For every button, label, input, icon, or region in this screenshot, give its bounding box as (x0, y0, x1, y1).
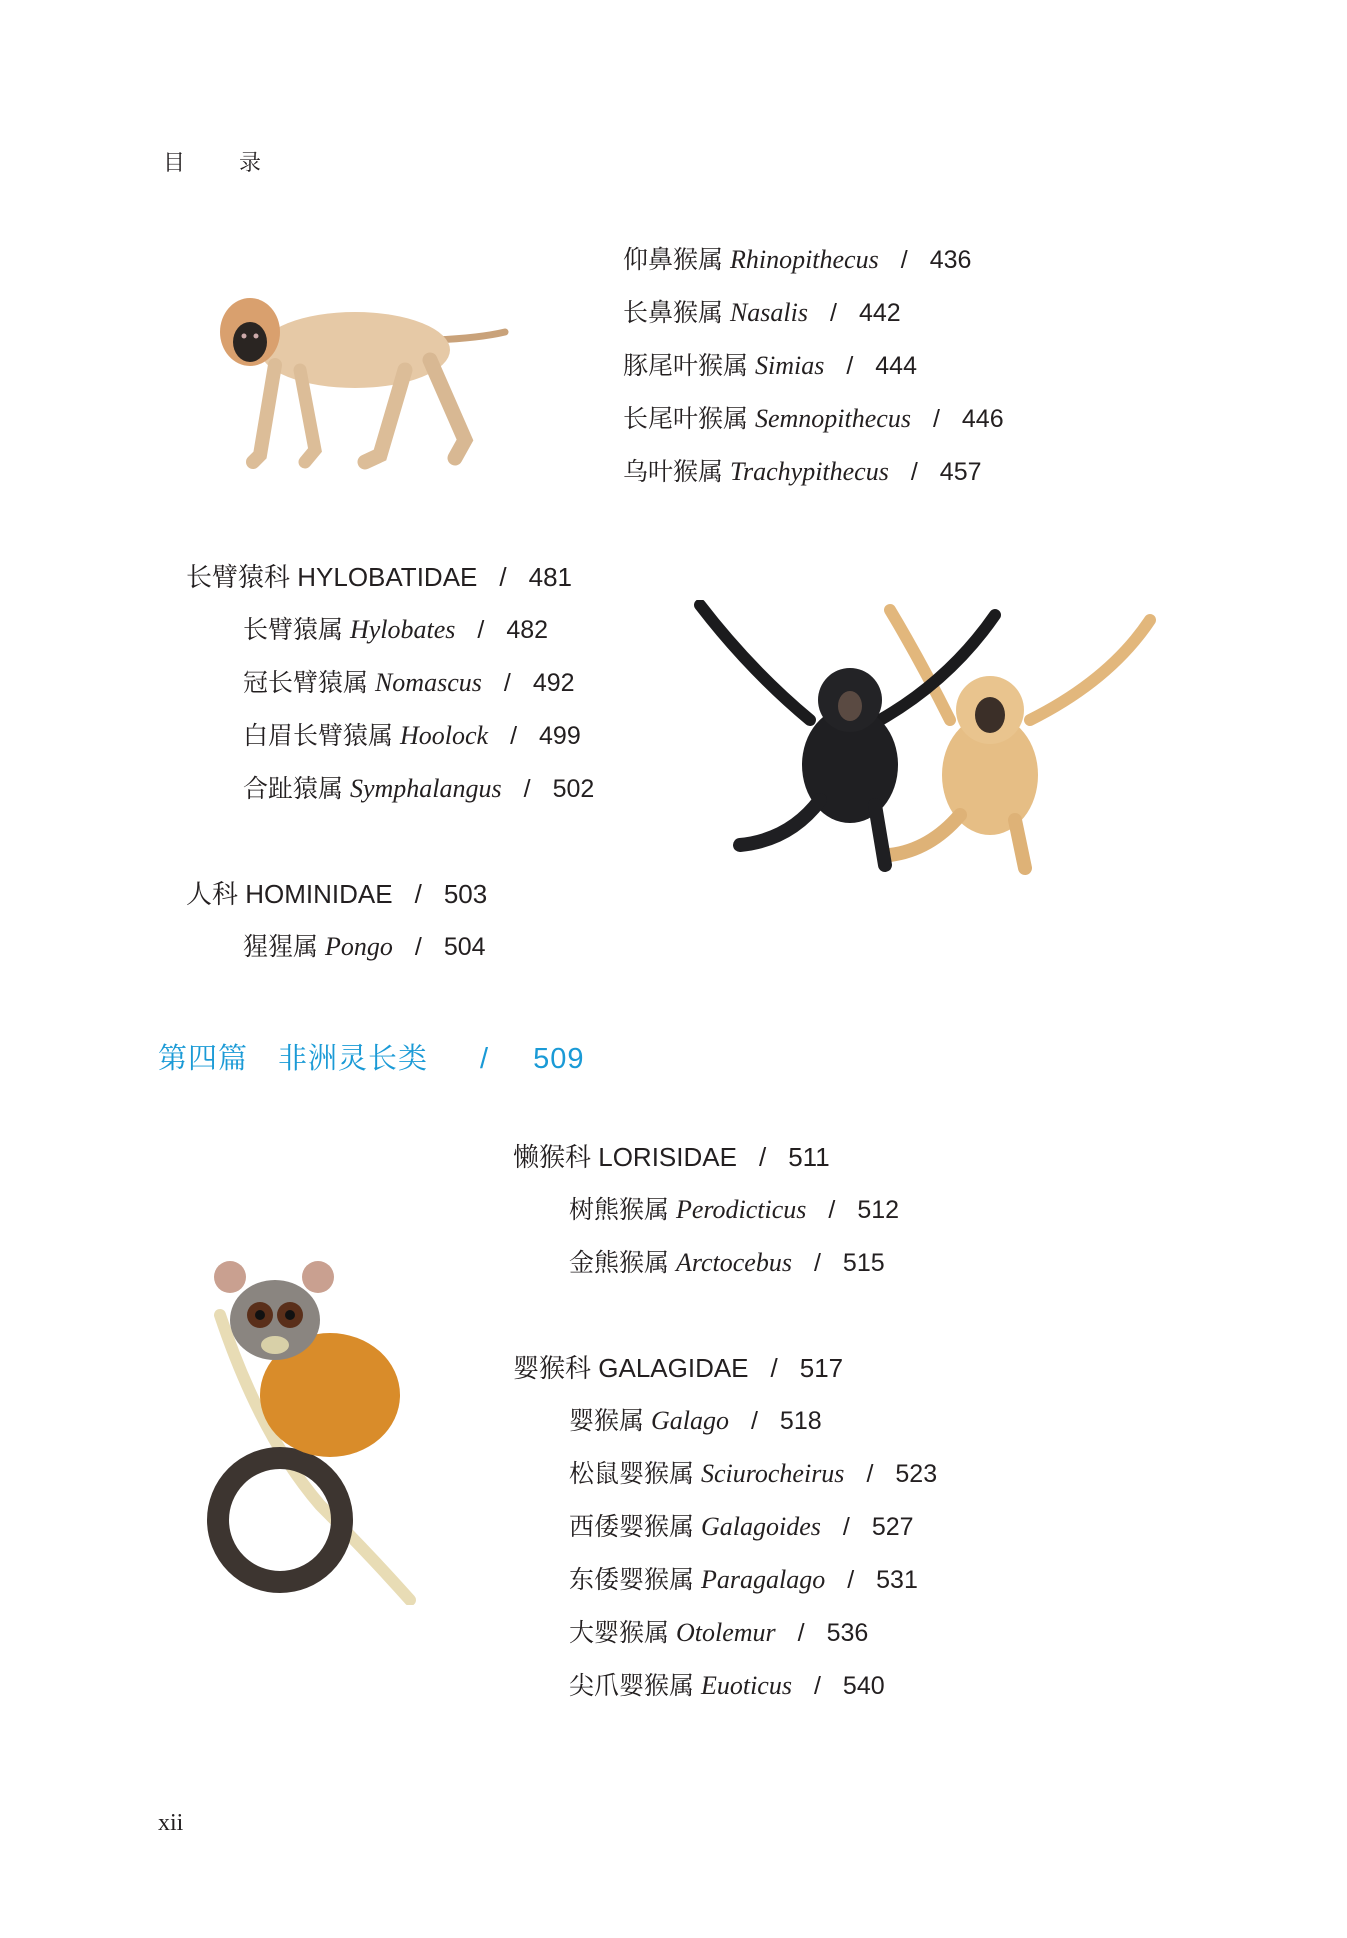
toc-family-entry[interactable] (513, 1352, 843, 1384)
page-number: 481 (528, 562, 572, 592)
toc-genus-entry[interactable] (569, 1247, 885, 1279)
family-latin-name: HYLOBATIDAE (297, 562, 478, 592)
toc-genus-entry[interactable] (623, 403, 1004, 435)
separator: / (770, 1353, 778, 1383)
separator: / (414, 933, 422, 961)
genus-chinese-name: 尖爪婴猴属 (569, 1672, 695, 1700)
genus-chinese-name: 合趾猿属 (243, 775, 344, 803)
genus-latin-name: Sciurocheirus (700, 1459, 845, 1488)
genus-chinese-name: 豚尾叶猴属 (623, 352, 749, 380)
gibbon-pair-illustration (690, 600, 1170, 880)
genus-latin-name: Semnopithecus (754, 404, 911, 433)
separator: / (750, 1407, 758, 1435)
toc-family-entry[interactable] (186, 561, 572, 593)
genus-latin-name: Galagoides (700, 1512, 821, 1541)
genus-chinese-name: 树熊猴属 (569, 1196, 670, 1224)
separator: / (900, 246, 908, 274)
genus-chinese-name: 西倭婴猴属 (569, 1513, 695, 1541)
page-number: 502 (552, 775, 595, 803)
page-number: 504 (443, 933, 486, 961)
separator: / (480, 1043, 490, 1075)
separator: / (510, 722, 518, 750)
page-number: 511 (788, 1142, 830, 1172)
separator: / (828, 1196, 836, 1224)
genus-latin-name: Symphalangus (349, 774, 502, 803)
genus-latin-name: Hylobates (349, 615, 456, 644)
page-number: 503 (443, 879, 488, 909)
page-number: 536 (826, 1619, 869, 1647)
genus-chinese-name: 金熊猴属 (569, 1249, 670, 1277)
page-number: 492 (532, 669, 575, 697)
separator: / (758, 1142, 767, 1172)
genus-latin-name: Paragalago (700, 1565, 826, 1594)
separator: / (842, 1513, 850, 1541)
page-number: 457 (939, 458, 982, 486)
separator: / (910, 458, 918, 486)
genus-latin-name: Hoolock (399, 721, 489, 750)
separator: / (932, 405, 940, 433)
page-number: 444 (875, 352, 917, 380)
section-heading[interactable] (158, 1036, 584, 1077)
separator: / (847, 1566, 855, 1594)
page-number: 531 (876, 1566, 918, 1594)
toc-genus-entry[interactable] (623, 456, 982, 488)
page-number: 512 (857, 1196, 900, 1224)
genus-latin-name: Rhinopithecus (729, 245, 879, 274)
family-latin-name: LORISIDAE (598, 1142, 737, 1172)
page-number: 515 (842, 1249, 885, 1277)
genus-chinese-name: 乌叶猴属 (623, 458, 724, 486)
genus-chinese-name: 长鼻猴属 (623, 299, 724, 327)
toc-genus-entry[interactable] (243, 720, 581, 752)
page-number: 527 (871, 1513, 914, 1541)
toc-genus-entry[interactable] (243, 773, 594, 805)
genus-latin-name: Nasalis (729, 298, 808, 327)
toc-genus-entry[interactable] (569, 1458, 937, 1490)
separator: / (499, 562, 507, 592)
toc-genus-entry[interactable] (569, 1564, 918, 1596)
genus-latin-name: Galago (650, 1406, 729, 1435)
page-number: 517 (799, 1353, 844, 1383)
toc-genus-entry[interactable] (243, 667, 575, 699)
toc-genus-entry[interactable] (569, 1617, 868, 1649)
separator: / (830, 299, 837, 327)
genus-latin-name: Simias (754, 351, 825, 380)
genus-chinese-name: 松鼠婴猴属 (569, 1460, 695, 1488)
page-footer-number: xii (158, 1810, 184, 1836)
family-chinese-name: 懒猴科 (513, 1142, 592, 1172)
page-header-title: 目录 (163, 150, 316, 175)
separator: / (503, 669, 511, 697)
page-number: 540 (842, 1672, 885, 1700)
page-number: 442 (858, 299, 901, 327)
genus-latin-name: Trachypithecus (729, 457, 889, 486)
family-latin-name: GALAGIDAE (598, 1353, 749, 1383)
toc-genus-entry[interactable] (623, 244, 971, 276)
galago-illustration (200, 1255, 440, 1605)
family-chinese-name: 婴猴科 (513, 1353, 592, 1383)
genus-latin-name: Perodicticus (675, 1195, 807, 1224)
toc-genus-entry[interactable] (569, 1511, 914, 1543)
toc-genus-entry[interactable] (243, 614, 548, 646)
separator: / (523, 775, 531, 803)
page-number: 482 (506, 616, 549, 644)
toc-genus-entry[interactable] (569, 1405, 822, 1437)
separator: / (813, 1249, 821, 1277)
toc-family-entry[interactable] (513, 1141, 830, 1173)
genus-chinese-name: 大婴猴属 (569, 1619, 670, 1647)
langur-illustration (205, 270, 545, 480)
genus-chinese-name: 长臂猿属 (243, 616, 344, 644)
toc-family-entry[interactable] (186, 878, 487, 910)
genus-latin-name: Arctocebus (675, 1248, 792, 1277)
section-title: 非洲灵长类 (278, 1043, 429, 1075)
toc-genus-entry[interactable] (243, 931, 486, 963)
separator: / (477, 616, 485, 644)
section-part-label: 第四篇 (158, 1043, 249, 1075)
genus-chinese-name: 冠长臂猿属 (243, 669, 369, 697)
genus-latin-name: Pongo (324, 932, 393, 961)
toc-genus-entry[interactable] (623, 350, 917, 382)
separator: / (797, 1619, 805, 1647)
separator: / (866, 1460, 874, 1488)
genus-chinese-name: 白眉长臂猿属 (243, 722, 394, 750)
genus-chinese-name: 猩猩属 (243, 933, 319, 961)
toc-genus-entry[interactable] (569, 1194, 899, 1226)
genus-chinese-name: 长尾叶猴属 (623, 405, 749, 433)
page-number: 509 (533, 1043, 585, 1075)
toc-genus-entry[interactable] (623, 297, 901, 329)
genus-latin-name: Otolemur (675, 1618, 776, 1647)
page-number: 446 (961, 405, 1004, 433)
genus-latin-name: Nomascus (374, 668, 482, 697)
separator: / (813, 1672, 821, 1700)
toc-genus-entry[interactable] (569, 1670, 885, 1702)
separator: / (414, 879, 422, 909)
separator: / (846, 352, 854, 380)
page-number: 499 (539, 722, 581, 750)
family-latin-name: HOMINIDAE (245, 879, 393, 909)
page-number: 518 (779, 1407, 822, 1435)
family-chinese-name: 长臂猿科 (186, 562, 291, 592)
genus-chinese-name: 仰鼻猴属 (623, 246, 724, 274)
genus-latin-name: Euoticus (700, 1671, 792, 1700)
genus-chinese-name: 婴猴属 (569, 1407, 645, 1435)
page-number: 523 (895, 1460, 938, 1488)
genus-chinese-name: 东倭婴猴属 (569, 1566, 695, 1594)
family-chinese-name: 人科 (186, 879, 239, 909)
page-number: 436 (929, 246, 972, 274)
